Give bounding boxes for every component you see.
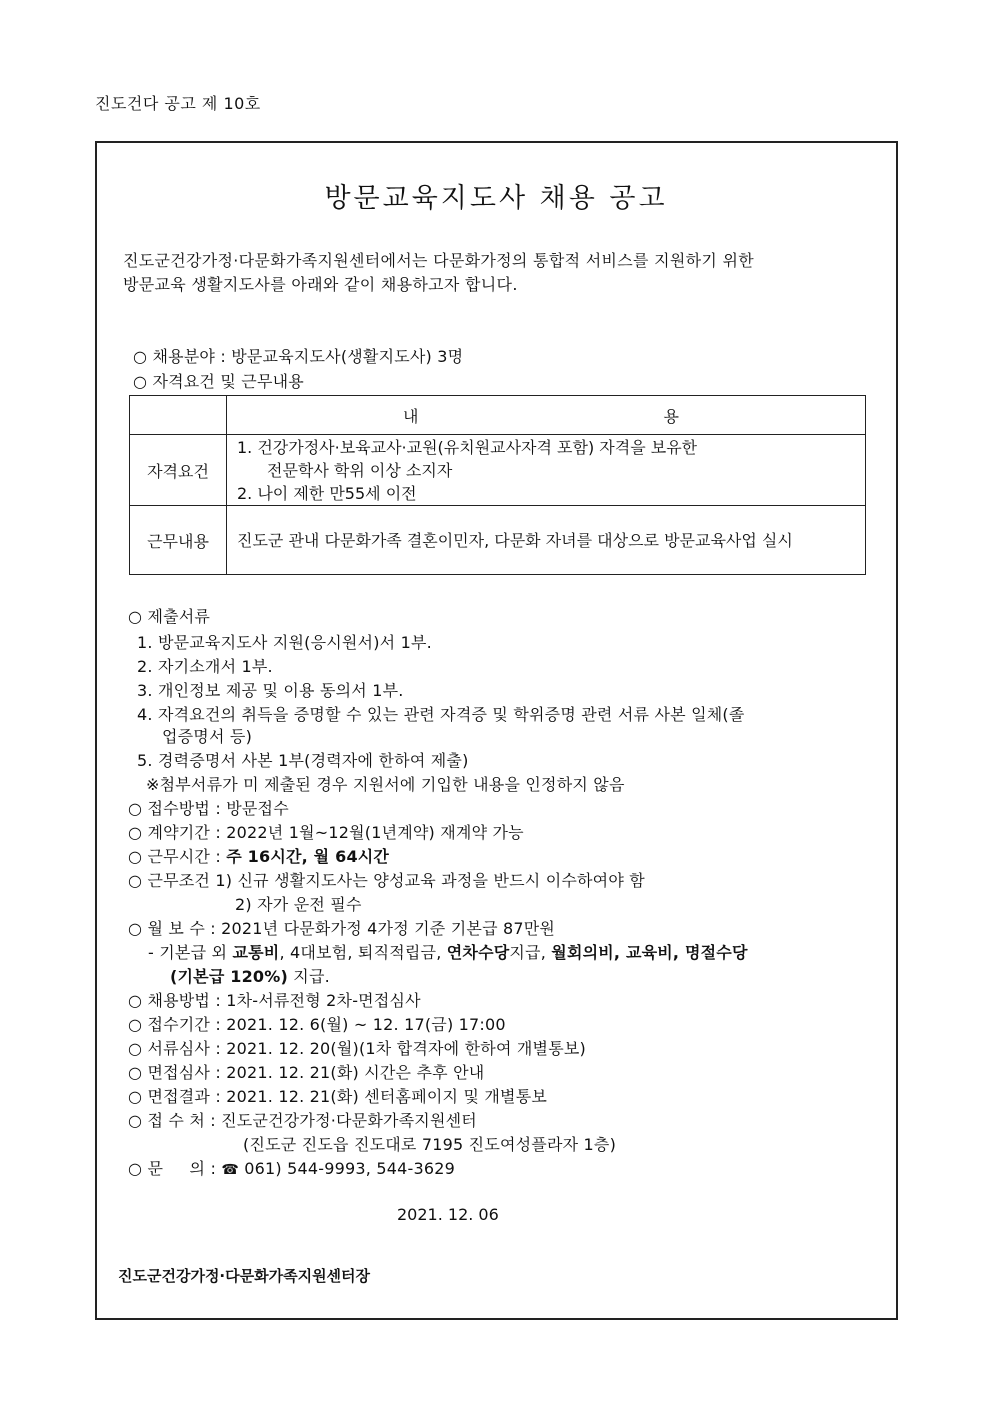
qualification-content [227, 435, 866, 506]
work-conditions: ○ 근무조건 1) 신규 생활지도사는 양성교육 과정을 반드시 이수하여야 함 [128, 871, 645, 890]
documents-heading: ○ 제출서류 [128, 607, 211, 626]
qualification-line: 전문학사 학위 이상 소지자 [267, 460, 453, 480]
document-item: 5. 경력증명서 사본 1부(경력자에 한하여 제출) [137, 751, 469, 770]
document-review: ○ 서류심사 : 2021. 12. 20(월)(1차 합격자에 한하여 개별통보) [128, 1039, 586, 1058]
row-label-qualification: 자격요건 [130, 435, 227, 506]
salary-bold: 교통비 [232, 943, 280, 962]
salary-detail-2 [170, 964, 330, 987]
document-item-continued: 업증명서 등) [162, 727, 253, 746]
intro-line-2: 방문교육 생활지도사를 아래와 같이 채용하고자 합니다. [123, 275, 518, 294]
table-row [130, 435, 866, 506]
salary: ○ 월 보 수 : 2021년 다문화가정 4가정 기준 기본급 87만원 [128, 919, 556, 938]
salary-bold: (기본급 120%) [170, 967, 288, 986]
salary-bold: 월회의비, 교육비, 명절수당 [551, 943, 748, 962]
row-label-duties: 근무내용 [130, 506, 227, 575]
salary-text: 지급. [288, 967, 330, 986]
work-hours-value: 주 16시간, 월 64시간 [226, 847, 390, 866]
inquiry-value: 061) 544-9993, 544-3629 [239, 1159, 455, 1178]
salary-text: , 4대보험, 퇴직적립금, [279, 943, 447, 962]
table-header-row [130, 396, 866, 435]
documents-note: ※첨부서류가 미 제출된 경우 지원서에 기입한 내용을 인정하지 않음 [146, 775, 625, 794]
qualification-line: 2. 나이 제한 만55세 이전 [237, 483, 417, 503]
duties-line: 진도군 관내 다문화가족 결혼이민자, 다문화 자녀를 대상으로 방문교육사업 실시 [237, 530, 793, 550]
page-title: 방문교육지도사 채용 공고 [324, 183, 668, 214]
work-hours [128, 844, 389, 867]
hiring-method: ○ 채용방법 : 1차-서류전형 2차-면접심사 [128, 991, 421, 1010]
interview-result: ○ 면접결과 : 2021. 12. 21(화) 센터홈페이지 및 개별통보 [128, 1087, 548, 1106]
interview: ○ 면접심사 : 2021. 12. 21(화) 시간은 추후 안내 [128, 1063, 485, 1082]
contract-period: ○ 계약기간 : 2022년 1월~12월(1년계약) 재계약 가능 [128, 823, 524, 842]
document-item: 3. 개인정보 제공 및 이용 동의서 1부. [137, 681, 404, 700]
duties-content [227, 506, 866, 575]
qualification-line: 1. 건강가정사·보육교사·교원(유치원교사자격 포함) 자격을 보유한 [237, 437, 698, 457]
recruit-field: ○ 채용분야 : 방문교육지도사(생활지도사) 3명 [133, 347, 464, 366]
reception-method: ○ 접수방법 : 방문접수 [128, 799, 289, 818]
table-row [130, 506, 866, 575]
salary-text: 지급, [509, 943, 552, 962]
inquiry [128, 1156, 455, 1179]
document-item: 4. 자격요건의 취득을 증명할 수 있는 관련 자격증 및 학위증명 관련 서류 사본 일체(졸 [137, 705, 745, 724]
salary-text: - 기본급 외 [148, 943, 233, 962]
signature: 진도군건강가정·다문화가족지원센터장 [118, 1267, 371, 1285]
qualification-heading: ○ 자격요건 및 근무내용 [133, 372, 304, 391]
notice-number: 진도건다 공고 제 10호 [95, 94, 261, 113]
notice-date: 2021. 12. 06 [397, 1205, 499, 1224]
document-item: 1. 방문교육지도사 지원(응시원서)서 1부. [137, 633, 432, 652]
phone-icon: ☎ [221, 1162, 239, 1178]
document-item: 2. 자기소개서 1부. [137, 657, 273, 676]
table-header: 내 용 [227, 396, 866, 435]
salary-bold: 연차수당 [446, 943, 510, 962]
reception-period: ○ 접수기간 : 2021. 12. 6(월) ~ 12. 17(금) 17:00 [128, 1015, 506, 1034]
work-conditions-2: 2) 자가 운전 필수 [235, 895, 362, 914]
reception-address: (진도군 진도읍 진도대로 7195 진도여성플라자 1층) [243, 1135, 617, 1154]
work-hours-label: ○ 근무시간 : [128, 847, 227, 866]
requirements-table [129, 395, 866, 575]
inquiry-label: ○ 문 의 : [128, 1159, 222, 1178]
salary-detail [148, 940, 748, 963]
reception-place: ○ 접 수 처 : 진도군건강가정·다문화가족지원센터 [128, 1111, 477, 1130]
intro-line-1: 진도군건강가정·다문화가족지원센터에서는 다문화가정의 통합적 서비스를 지원하기 위한 [123, 251, 755, 270]
